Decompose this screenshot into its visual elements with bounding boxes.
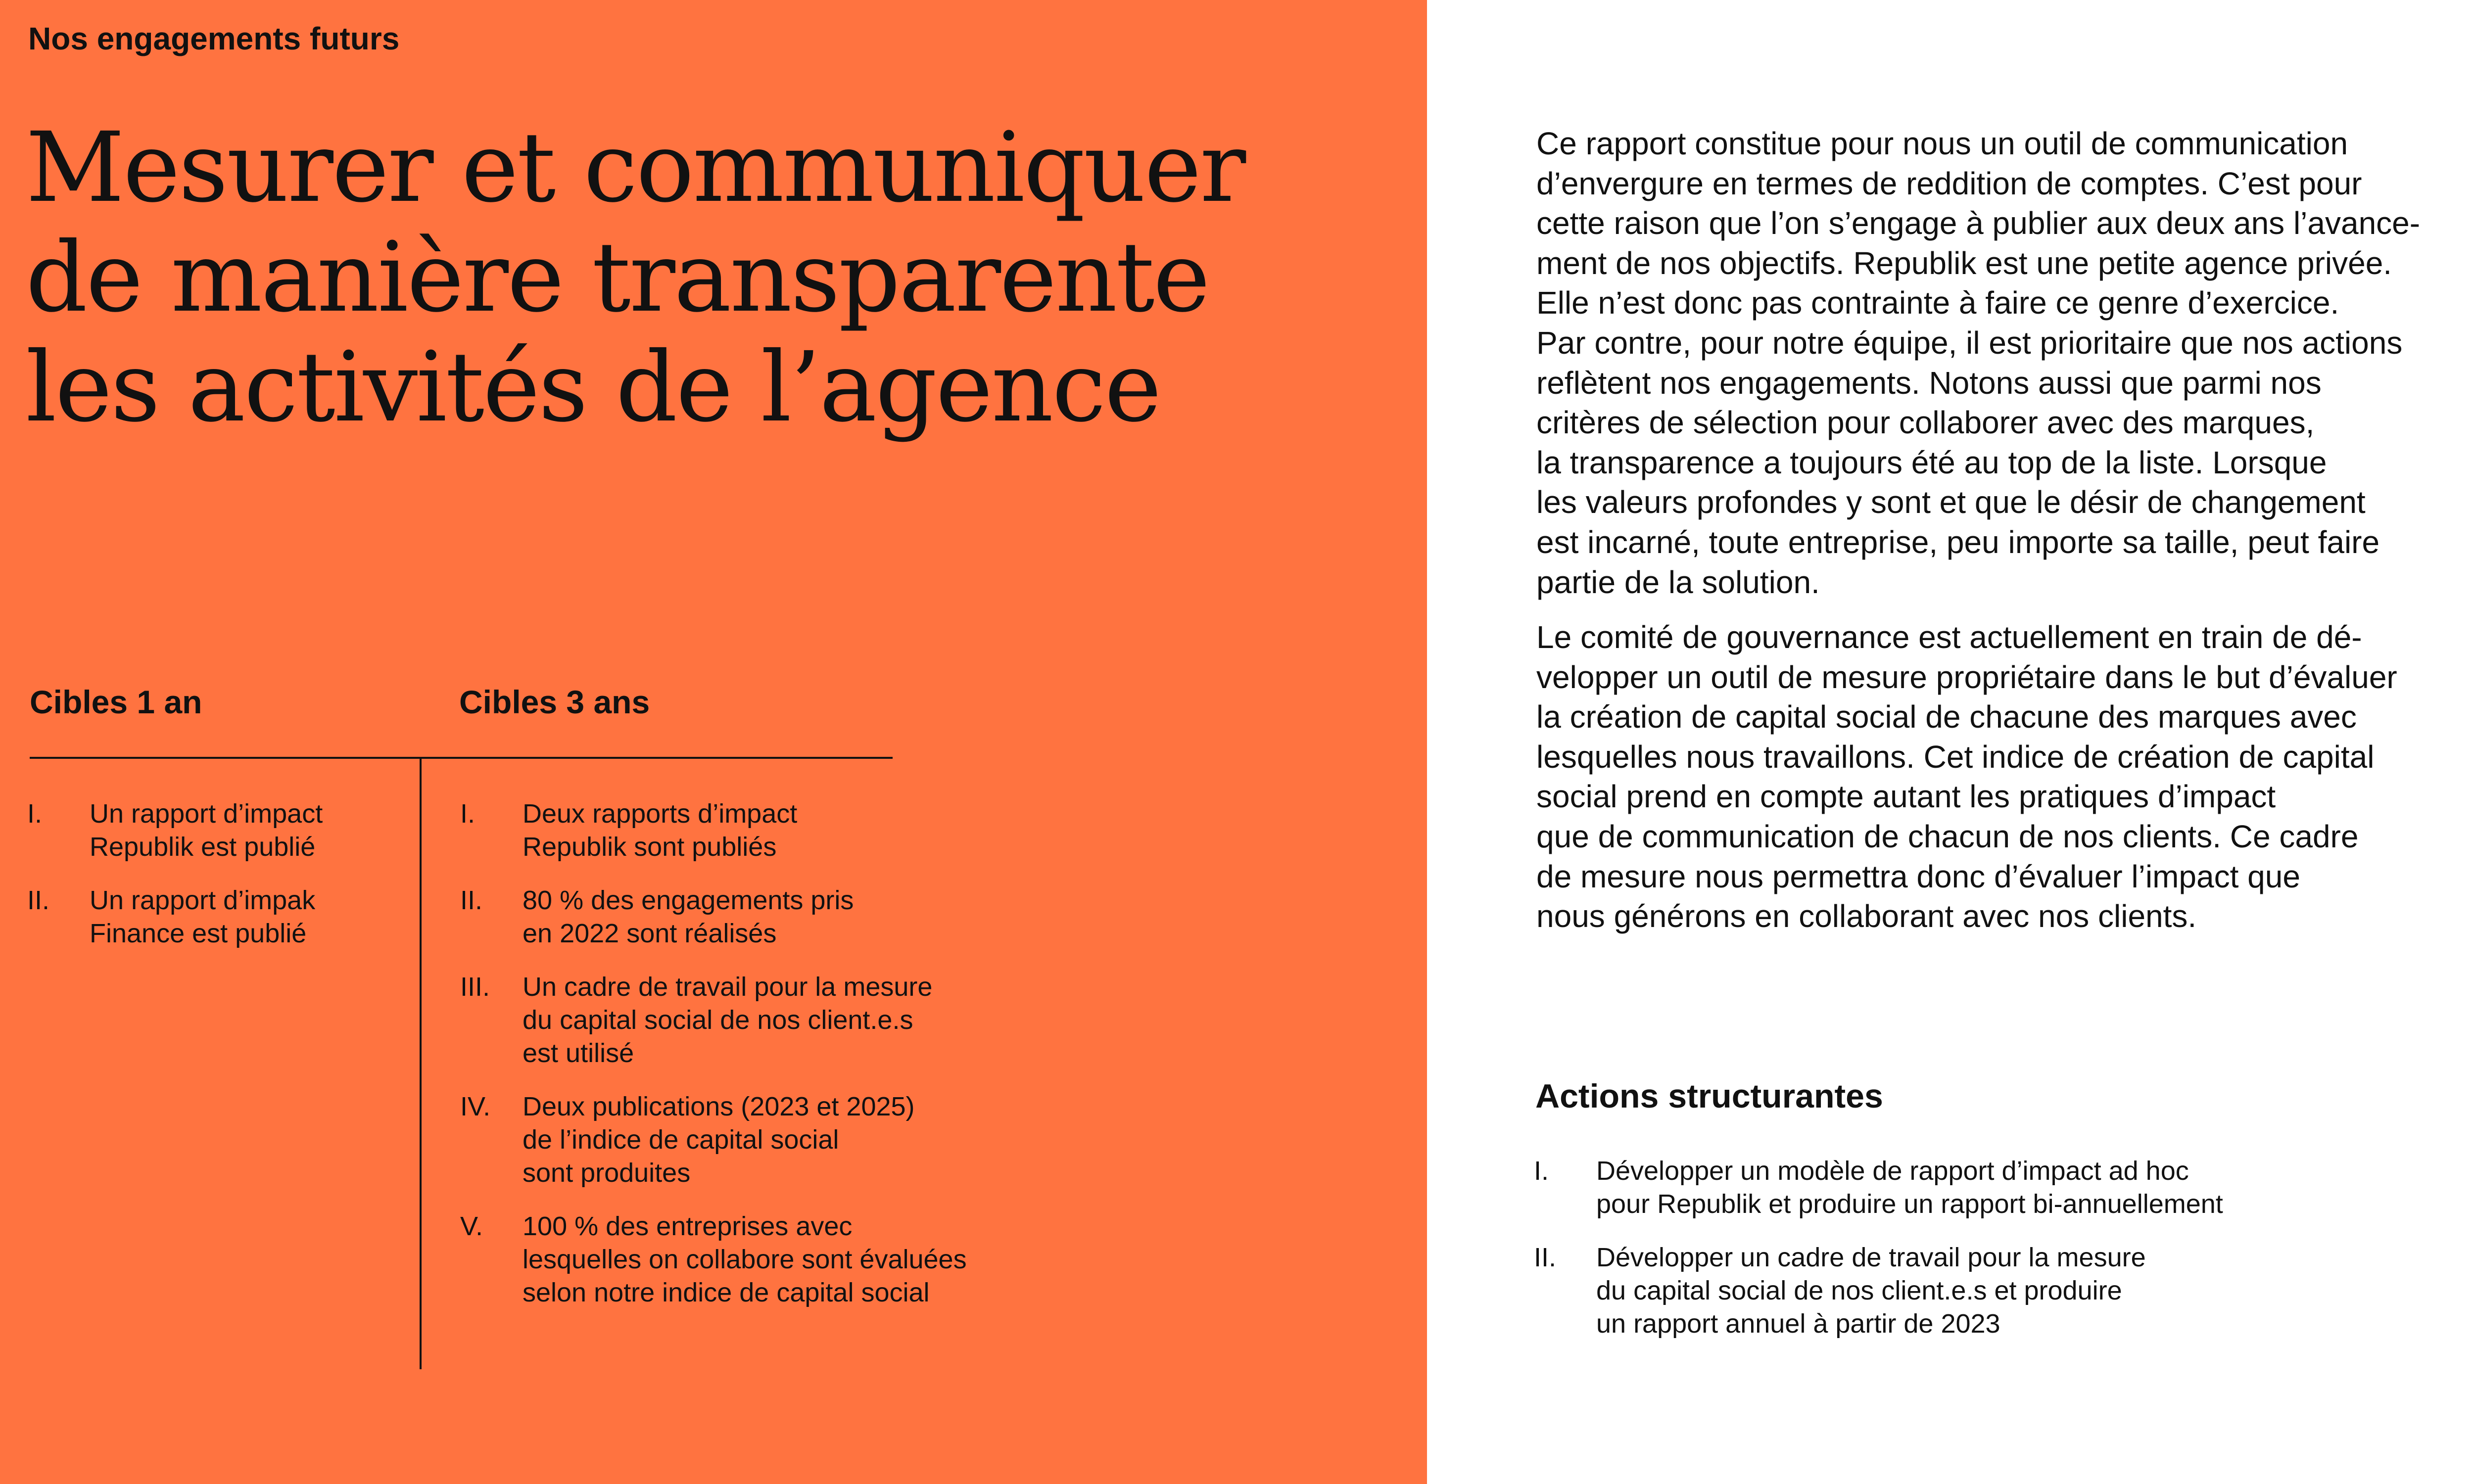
list-item-text: Deux rapports d’impact Republik sont publiés	[523, 799, 798, 862]
page-title	[26, 113, 1362, 442]
list-item-text: Deux publications (2023 et 2025) de l’indice de capital social sont produites	[523, 1092, 915, 1188]
list-item-number: II.	[1534, 1243, 1557, 1272]
list-item	[460, 1210, 1202, 1309]
body-paragraph: Ce rapport constitue pour nous un outil de communication d’envergure en termes de reddition de comptes. C’est pour cette raison que l’on s’engage à publier aux deux ans l’avance- ment de nos objectifs. Republik est une petite agence privée. Elle n’est donc pas contrainte à faire ce genre d’exercice. Par contre, pour notre équipe, il est prioritaire que nos actions reflètent nos engagements. Notons aussi que parmi nos critères de sélection pour collaborer avec des marques, la transparence a toujours été au top de la liste. Lorsque les valeurs profondes y sont et que le désir de changement est incarné, toute entreprise, peu importe sa taille, peut faire partie de la solution.	[1536, 126, 2421, 600]
section-label: Nos engagements futurs	[28, 21, 400, 56]
actions-heading: Actions structurantes	[1535, 1077, 1883, 1115]
title-line: les activités de l’agence	[26, 331, 1160, 443]
list-item-number: II.	[460, 885, 483, 915]
list-item	[27, 884, 403, 950]
title-line: Mesurer et communiquer	[26, 111, 1245, 224]
table-vertical-divider	[420, 757, 422, 1369]
actions-list	[1534, 1155, 2474, 1361]
list-item-number: V.	[460, 1211, 483, 1241]
list-item-text: Développer un cadre de travail pour la mesure du capital social de nos client.e.s et produire un rapport annuel à partir de 2023	[1596, 1243, 2146, 1339]
list-item-number: I.	[1534, 1156, 1549, 1186]
targets-3-years-list	[460, 797, 1202, 1330]
targets-3-years-heading: Cibles 3 ans	[459, 684, 650, 720]
table-horizontal-divider	[30, 757, 893, 759]
title-line: de manière transparente	[26, 221, 1209, 333]
list-item-number: I.	[460, 799, 476, 829]
list-item-number: I.	[27, 799, 43, 829]
list-item	[27, 797, 403, 864]
list-item-text: Un rapport d’impak Finance est publié	[90, 885, 316, 948]
list-item-text: 80 % des engagements pris en 2022 sont réalisés	[523, 885, 854, 948]
list-item	[460, 884, 1202, 950]
list-item-number: IV.	[460, 1092, 491, 1121]
list-item	[460, 797, 1202, 864]
body-paragraph: Le comité de gouvernance est actuellement en train de dé- velopper un outil de mesure propriétaire dans le but d’évaluer la création de capital social de chacune des marques avec lesquelles nous travaillons. Cet indice de création de capital social prend en compte autant les pratiques d’impact que de communication de chacun de nos clients. Ce cadre de mesure nous permettra donc d’évaluer l’impact que nous générons en collaborant avec nos clients.	[1536, 619, 2397, 934]
list-item-number: II.	[27, 885, 50, 915]
list-item	[460, 971, 1202, 1070]
list-item-text: Développer un modèle de rapport d’impact ad hoc pour Republik et produire un rapport bi-annuellement	[1596, 1156, 2223, 1219]
list-item-text: Un cadre de travail pour la mesure du capital social de nos client.e.s est utilisé	[523, 972, 933, 1068]
list-item	[1534, 1241, 2474, 1341]
list-item-text: Un rapport d’impact Republik est publié	[90, 799, 323, 862]
targets-1-year-heading: Cibles 1 an	[30, 684, 202, 720]
targets-1-year-list	[27, 797, 403, 971]
list-item-text: 100 % des entreprises avec lesquelles on collabore sont évaluées selon notre indice de capital social	[523, 1211, 967, 1307]
list-item	[1534, 1155, 2474, 1221]
list-item	[460, 1090, 1202, 1190]
list-item-number: III.	[460, 972, 490, 1002]
